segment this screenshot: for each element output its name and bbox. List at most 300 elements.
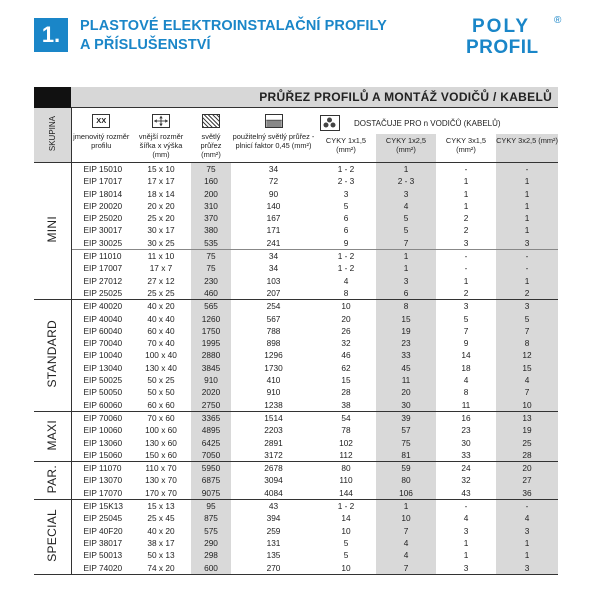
profile-name-cell: EIP 27012 — [83, 275, 123, 286]
light-section-cell: 565 — [191, 300, 231, 313]
cyky-3x25-cell: - — [496, 500, 558, 513]
cyky-1x25-cell: 1 — [376, 262, 436, 274]
usable-section-cell: 898 — [266, 338, 281, 349]
usable-section-cell: 34 — [268, 263, 279, 274]
cyky-3x15-cell: 30 — [461, 437, 471, 448]
table-title: PRŮŘEZ PROFILŮ A MONTÁŽ VODIČŮ / KABELŮ — [71, 87, 558, 108]
cyky-1x25-cell: 8 — [376, 300, 436, 313]
profile-name-cell: EIP 15060 — [83, 449, 123, 460]
table-row — [34, 262, 558, 274]
light-section-cell: 160 — [191, 175, 231, 187]
outer-size-cell: 25 x 25 — [147, 287, 175, 298]
usable-section-cell: 910 — [266, 387, 281, 398]
cyky-3x25-cell: 1 — [496, 175, 558, 187]
usable-section-cell: 135 — [266, 550, 281, 561]
group-label: STANDARD — [45, 320, 60, 388]
table-row — [34, 525, 558, 537]
cyky-1x15-cell: 54 — [316, 411, 376, 424]
cyky-3x15-cell: 4 — [463, 375, 469, 386]
cyky-1x15-cell: 10 — [316, 300, 376, 313]
light-section-cell: 370 — [191, 212, 231, 224]
table-row — [34, 362, 558, 374]
cyky-3x15-cell: 18 — [461, 362, 471, 373]
group-label-cell — [34, 411, 71, 461]
cyky-1x25-cell: 30 — [376, 399, 436, 412]
table-row — [34, 200, 558, 212]
cyky-1x25-cell: 80 — [376, 474, 436, 486]
cyky-3x25-cell: 2 — [496, 287, 558, 300]
light-section-cell: 9075 — [191, 487, 231, 500]
profile-name-cell: EIP 18014 — [83, 188, 123, 199]
usable-section-cell: 3094 — [264, 475, 283, 486]
cyky-3x15-cell: 3 — [436, 300, 496, 313]
usable-section-cell: 410 — [266, 375, 281, 386]
col-header-light — [191, 108, 231, 163]
cyky-1x25-cell: 15 — [376, 313, 436, 325]
usable-section-cell: 34 — [231, 163, 316, 176]
cyky-3x25-cell: 3 — [496, 300, 558, 313]
light-section-cell: 6875 — [191, 474, 231, 486]
col-header-cyky-3x25: CYKY 3x2,5 (mm²) — [496, 134, 558, 163]
cyky-3x15-cell: 1 — [463, 200, 469, 211]
cyky-3x15-cell: 24 — [436, 462, 496, 475]
col-header-usable-label: použitelný světlý průřez - plnicí faktor 0,45 (mm²) — [232, 132, 315, 150]
profile-name-cell: EIP 15010 — [71, 163, 131, 176]
cyky-1x15-cell: 80 — [316, 462, 376, 475]
cyky-1x15-cell: 26 — [341, 325, 351, 336]
table-row — [34, 487, 558, 500]
usable-section-cell: 34 — [231, 250, 316, 263]
table-row — [34, 424, 558, 436]
light-section-cell: 7050 — [191, 449, 231, 462]
profile-name-cell: EIP 60060 — [83, 399, 123, 410]
light-section-cell: 3845 — [191, 362, 231, 374]
col-header-name — [71, 108, 131, 163]
profile-name-cell: EIP 50050 — [83, 387, 123, 398]
profile-name-cell: EIP 38017 — [83, 537, 123, 548]
cyky-3x15-cell: 2 — [463, 287, 469, 298]
profile-name-cell: EIP 11010 — [71, 250, 131, 263]
table-row — [34, 449, 558, 462]
light-section-cell: 310 — [191, 200, 231, 212]
profile-name-cell: EIP 30025 — [83, 237, 123, 248]
light-section-cell: 230 — [191, 275, 231, 287]
logo-line-1: POLY — [472, 16, 530, 37]
outer-size-cell: 60 x 40 — [147, 325, 175, 336]
outer-size-cell: 17 x 17 — [147, 176, 175, 187]
group-label: PAR. — [45, 464, 60, 494]
usable-section-cell: 3172 — [264, 449, 283, 460]
cyky-3x15-cell: 1 — [463, 550, 469, 561]
profile-name-cell: EIP 25045 — [83, 513, 123, 524]
light-section-cell: 5950 — [191, 462, 231, 475]
light-section-cell: 910 — [191, 374, 231, 386]
cyky-1x15-cell: 20 — [341, 313, 351, 324]
table-row — [34, 212, 558, 224]
profile-name-cell: EIP 17070 — [83, 487, 123, 498]
cyky-3x15-cell: 1 — [463, 275, 469, 286]
light-section-cell: 3365 — [191, 411, 231, 424]
outer-size-cell: 110 x 70 — [131, 462, 191, 475]
light-section-cell: 1260 — [191, 313, 231, 325]
table-row — [34, 337, 558, 349]
cyky-1x25-cell: 7 — [376, 562, 436, 575]
light-section-cell: 1995 — [191, 337, 231, 349]
outer-size-cell: 50 x 50 — [147, 387, 175, 398]
group-label-cell — [34, 462, 71, 500]
cyky-1x25-cell: 10 — [376, 512, 436, 524]
page-title-line-1: PLASTOVÉ ELEKTROINSTALAČNÍ PROFILY — [80, 18, 387, 34]
outer-size-cell: 50 x 25 — [147, 375, 175, 386]
profile-name-cell: EIP 13070 — [83, 475, 123, 486]
usable-section-cell: 788 — [266, 325, 281, 336]
light-section-cell: 200 — [191, 188, 231, 200]
cyky-3x25-cell: 1 — [496, 275, 558, 287]
cyky-1x15-cell: 62 — [341, 362, 351, 373]
cyky-3x25-cell: 36 — [496, 487, 558, 500]
polyprofil-logo — [464, 12, 564, 58]
cyky-3x15-cell: 4 — [463, 513, 469, 524]
cyky-3x25-cell: 25 — [496, 437, 558, 449]
light-section-cell: 75 — [191, 262, 231, 274]
light-section-cell: 75 — [191, 163, 231, 176]
cyky-3x15-cell: 23 — [461, 425, 471, 436]
cyky-3x15-cell: 14 — [461, 350, 471, 361]
cyky-1x25-cell: 4 — [376, 537, 436, 549]
outer-size-cell: 100 x 40 — [145, 350, 177, 361]
cyky-3x25-cell: 3 — [496, 237, 558, 250]
cyky-3x25-cell: 1 — [496, 212, 558, 224]
outer-size-cell: 15 x 13 — [131, 500, 191, 513]
cyky-3x25-cell: - — [496, 250, 558, 263]
profile-name-cell: EIP 13060 — [83, 437, 123, 448]
cyky-3x25-cell: 20 — [496, 462, 558, 475]
table-row — [34, 537, 558, 549]
cyky-1x15-cell: 3 — [343, 188, 349, 199]
group-label: MINI — [45, 216, 60, 243]
cyky-3x25-cell: 1 — [496, 200, 558, 212]
group-label-cell — [34, 500, 71, 575]
cyky-1x15-cell: 5 — [343, 200, 349, 211]
outer-size-cell: 40 x 20 — [131, 300, 191, 313]
profile-name-cell: EIP 17007 — [83, 263, 123, 274]
cyky-3x25-cell: 5 — [496, 313, 558, 325]
cyky-1x15-cell: 8 — [343, 287, 349, 298]
table-row — [34, 512, 558, 524]
cyky-1x25-cell: 4 — [376, 200, 436, 212]
outer-size-cell: 40 x 40 — [147, 313, 175, 324]
cyky-1x25-cell: 6 — [376, 287, 436, 300]
profile-name-cell: EIP 50013 — [83, 550, 123, 561]
profile-name-cell: EIP 40020 — [71, 300, 131, 313]
usable-section-cell: 270 — [231, 562, 316, 575]
col-header-cyky-3x15: CYKY 3x1,5 (mm²) — [436, 134, 496, 163]
table-row — [34, 237, 558, 250]
outer-size-cell: 60 x 60 — [147, 399, 175, 410]
col-header-outer-label: vnější rozměr šířka x výška (mm) — [138, 132, 184, 159]
cyky-3x25-cell: 13 — [496, 411, 558, 424]
cyky-1x25-cell: 33 — [376, 349, 436, 361]
cyky-1x25-cell: 5 — [376, 224, 436, 236]
outer-size-cell: 27 x 12 — [147, 275, 175, 286]
outer-size-cell: 130 x 70 — [145, 475, 177, 486]
cyky-3x15-cell: 3 — [463, 525, 469, 536]
cyky-1x25-cell: 106 — [376, 487, 436, 500]
cyky-3x15-cell: - — [436, 250, 496, 263]
usable-section-cell: 2678 — [231, 462, 316, 475]
light-section-cell: 95 — [191, 500, 231, 513]
cyky-1x15-cell: 1 - 2 — [316, 500, 376, 513]
cyky-1x25-cell: 3 — [376, 188, 436, 200]
table-row — [34, 224, 558, 236]
light-section-cell: 875 — [191, 512, 231, 524]
cyky-3x25-cell: 19 — [496, 424, 558, 436]
table-body — [34, 163, 558, 575]
page-title-line-2: A PŘÍSLUŠENSTVÍ — [80, 37, 211, 53]
usable-section-cell: 167 — [266, 213, 281, 224]
usable-section-cell: 72 — [268, 176, 279, 187]
cyky-1x15-cell: 38 — [341, 399, 351, 410]
table-row — [34, 250, 558, 263]
outer-size-cell: 11 x 10 — [131, 250, 191, 263]
cyky-1x25-cell: 3 — [376, 275, 436, 287]
cyky-3x25-cell: 15 — [496, 362, 558, 374]
cyky-3x25-cell: 12 — [496, 349, 558, 361]
cyky-3x15-cell: 43 — [461, 487, 471, 498]
cyky-1x15-cell: 4 — [343, 275, 349, 286]
light-section-cell: 460 — [191, 287, 231, 300]
cyky-3x25-cell: 3 — [496, 525, 558, 537]
light-section-cell: 380 — [191, 224, 231, 236]
cyky-1x25-cell: 39 — [376, 411, 436, 424]
group-label-cell — [34, 300, 71, 412]
cyky-1x15-cell: 144 — [339, 487, 353, 498]
cyky-1x15-cell: 2 - 3 — [337, 176, 355, 187]
filled-section-icon — [265, 114, 283, 128]
profile-name-cell: EIP 15K13 — [71, 500, 131, 513]
profile-table — [34, 87, 558, 575]
profile-name-cell: EIP 25020 — [83, 213, 123, 224]
light-section-cell: 75 — [191, 250, 231, 263]
cyky-1x15-cell: 6 — [343, 213, 349, 224]
cyky-3x15-cell: 1 — [463, 176, 469, 187]
table-row — [34, 549, 558, 561]
cyky-3x15-cell: 3 — [463, 237, 469, 248]
usable-section-cell: 90 — [268, 188, 279, 199]
cyky-3x25-cell: 7 — [496, 325, 558, 337]
table-row — [34, 275, 558, 287]
profile-name-cell: EIP 10060 — [83, 425, 123, 436]
outer-size-cell: 170 x 70 — [145, 487, 177, 498]
usable-section-cell: 1730 — [264, 362, 283, 373]
cyky-1x15-cell: 32 — [341, 338, 351, 349]
profile-name-cell: EIP 30017 — [83, 225, 123, 236]
cyky-3x15-cell: - — [464, 263, 468, 274]
cyky-3x25-cell: 8 — [496, 337, 558, 349]
cyky-3x25-cell: 3 — [496, 562, 558, 575]
outer-size-cell: 50 x 13 — [147, 550, 175, 561]
cyky-3x15-cell: 9 — [463, 338, 469, 349]
cyky-1x15-cell: 10 — [316, 562, 376, 575]
cyky-1x25-cell: 2 - 3 — [376, 175, 436, 187]
cyky-3x15-cell: 2 — [463, 225, 469, 236]
col-header-sufficient-label: DOSTAČUJE PRO n VODIČŮ (KABELŮ) — [354, 118, 501, 128]
table-row — [34, 374, 558, 386]
outer-size-cell: 30 x 17 — [147, 225, 175, 236]
col-header-sufficient — [316, 108, 558, 135]
usable-section-cell: 2203 — [264, 425, 283, 436]
table-row — [34, 562, 558, 575]
light-section-cell: 4895 — [191, 424, 231, 436]
usable-section-cell: 394 — [266, 513, 281, 524]
light-section-cell: 575 — [191, 525, 231, 537]
cables-icon — [320, 115, 340, 131]
cyky-1x25-cell: 57 — [376, 424, 436, 436]
usable-section-cell: 43 — [231, 500, 316, 513]
group-label: MAXI — [45, 419, 60, 451]
cyky-1x25-cell: 1 — [376, 500, 436, 513]
table-row — [34, 313, 558, 325]
cyky-1x15-cell: 28 — [341, 387, 351, 398]
col-header-usable — [231, 108, 316, 163]
usable-section-cell: 241 — [266, 237, 281, 248]
cyky-1x15-cell: 15 — [341, 375, 351, 386]
col-header-cyky-1x15: CYKY 1x1,5 (mm²) — [316, 134, 376, 163]
usable-section-cell: 4084 — [264, 487, 283, 498]
light-section-cell: 2020 — [191, 386, 231, 398]
group-header-label: SKUPINA — [47, 116, 57, 152]
cyky-1x15-cell: 102 — [339, 437, 353, 448]
outer-size-cell: 74 x 20 — [131, 562, 191, 575]
cyky-1x15-cell: 9 — [343, 237, 349, 248]
cyky-3x25-cell: 4 — [496, 374, 558, 386]
cyky-1x15-cell: 10 — [341, 525, 351, 536]
cyky-3x15-cell: 33 — [461, 449, 471, 460]
light-section-cell: 535 — [191, 237, 231, 250]
cyky-3x15-cell: 1 — [463, 537, 469, 548]
usable-section-cell: 2891 — [264, 437, 283, 448]
table-row — [34, 287, 558, 300]
cyky-3x15-cell: - — [436, 163, 496, 176]
outer-size-cell: 150 x 60 — [145, 449, 177, 460]
cyky-3x15-cell: 1 — [463, 188, 469, 199]
cyky-1x25-cell: 5 — [376, 212, 436, 224]
table-row — [34, 399, 558, 412]
cyky-1x15-cell: 1 - 2 — [337, 263, 355, 274]
light-section-cell: 2880 — [191, 349, 231, 361]
cyky-3x15-cell: 8 — [463, 387, 469, 398]
profile-name-cell: EIP 60040 — [83, 325, 123, 336]
cyky-1x25-cell: 20 — [376, 386, 436, 398]
outer-size-cell: 40 x 20 — [147, 525, 175, 536]
cyky-3x15-cell: 2 — [463, 213, 469, 224]
col-header-cyky-1x25: CYKY 1x2,5 (mm²) — [376, 134, 436, 163]
cyky-3x25-cell: 1 — [496, 188, 558, 200]
light-section-cell: 6425 — [191, 437, 231, 449]
usable-section-cell: 103 — [266, 275, 281, 286]
cyky-1x15-cell: 6 — [343, 225, 349, 236]
cyky-3x15-cell: 5 — [463, 313, 469, 324]
cyky-1x25-cell: 7 — [376, 525, 436, 537]
col-header-name-label: jmenovitý rozměr profilu — [73, 132, 130, 150]
cyky-1x15-cell: 14 — [341, 513, 351, 524]
profile-name-cell: EIP 17017 — [83, 176, 123, 187]
profile-name-cell: EIP 25025 — [83, 287, 123, 298]
logo-registered-mark: ® — [554, 15, 562, 26]
usable-section-cell: 131 — [266, 537, 281, 548]
outer-size-cell: 70 x 60 — [131, 411, 191, 424]
col-header-outer — [131, 108, 191, 163]
table-row — [34, 500, 558, 513]
cyky-1x25-cell: 59 — [376, 462, 436, 475]
usable-section-cell: 140 — [266, 200, 281, 211]
table-row — [34, 474, 558, 486]
usable-section-cell: 567 — [266, 313, 281, 324]
hatched-section-icon — [202, 114, 220, 128]
profile-name-cell: EIP 40040 — [83, 313, 123, 324]
outer-size-cell: 15 x 10 — [131, 163, 191, 176]
cyky-3x15-cell: 16 — [436, 411, 496, 424]
profile-name-cell: EIP 20020 — [83, 200, 123, 211]
cyky-1x25-cell: 7 — [376, 237, 436, 250]
cyky-3x25-cell: 10 — [496, 399, 558, 412]
usable-section-cell: 1296 — [264, 350, 283, 361]
profile-name-cell: EIP 11070 — [71, 462, 131, 475]
table-row — [34, 411, 558, 424]
outer-size-cell: 30 x 25 — [147, 237, 175, 248]
outer-size-cell: 20 x 20 — [147, 200, 175, 211]
cyky-3x25-cell: - — [496, 163, 558, 176]
table-row — [34, 386, 558, 398]
dimensions-icon — [152, 114, 170, 128]
group-label: SPECIAL — [45, 508, 60, 562]
outer-size-cell: 130 x 40 — [145, 362, 177, 373]
usable-section-cell: 254 — [231, 300, 316, 313]
cyky-1x15-cell: 112 — [339, 449, 353, 460]
cyky-3x15-cell: 11 — [461, 399, 471, 410]
cyky-1x15-cell: 5 — [343, 550, 349, 561]
group-label-cell — [34, 163, 71, 300]
cyky-3x15-cell: 7 — [463, 325, 469, 336]
cyky-3x25-cell: 1 — [496, 549, 558, 561]
outer-size-cell: 100 x 60 — [145, 425, 177, 436]
xx-icon: XX — [92, 114, 110, 128]
cyky-1x25-cell: 23 — [376, 337, 436, 349]
table-row — [34, 437, 558, 449]
outer-size-cell: 25 x 20 — [147, 213, 175, 224]
light-section-cell: 290 — [191, 537, 231, 549]
chapter-number-badge: 1. — [34, 18, 68, 52]
outer-size-cell: 130 x 60 — [145, 437, 177, 448]
light-section-cell: 298 — [191, 549, 231, 561]
outer-size-cell: 17 x 7 — [149, 263, 173, 274]
page-title — [80, 17, 387, 55]
table-row — [34, 325, 558, 337]
profile-name-cell: EIP 70060 — [71, 411, 131, 424]
cyky-3x25-cell: - — [496, 262, 558, 274]
light-section-cell: 1750 — [191, 325, 231, 337]
cyky-1x25-cell: 81 — [376, 449, 436, 462]
profile-name-cell: EIP 70040 — [83, 338, 123, 349]
cyky-1x15-cell: 1 - 2 — [316, 163, 376, 176]
usable-section-cell: 171 — [266, 225, 281, 236]
profile-name-cell: EIP 40F20 — [83, 525, 123, 536]
cyky-1x25-cell: 45 — [376, 362, 436, 374]
light-section-cell: 600 — [191, 562, 231, 575]
cyky-1x25-cell: 4 — [376, 549, 436, 561]
cyky-3x15-cell: - — [436, 500, 496, 513]
cyky-1x25-cell: 1 — [376, 163, 436, 176]
